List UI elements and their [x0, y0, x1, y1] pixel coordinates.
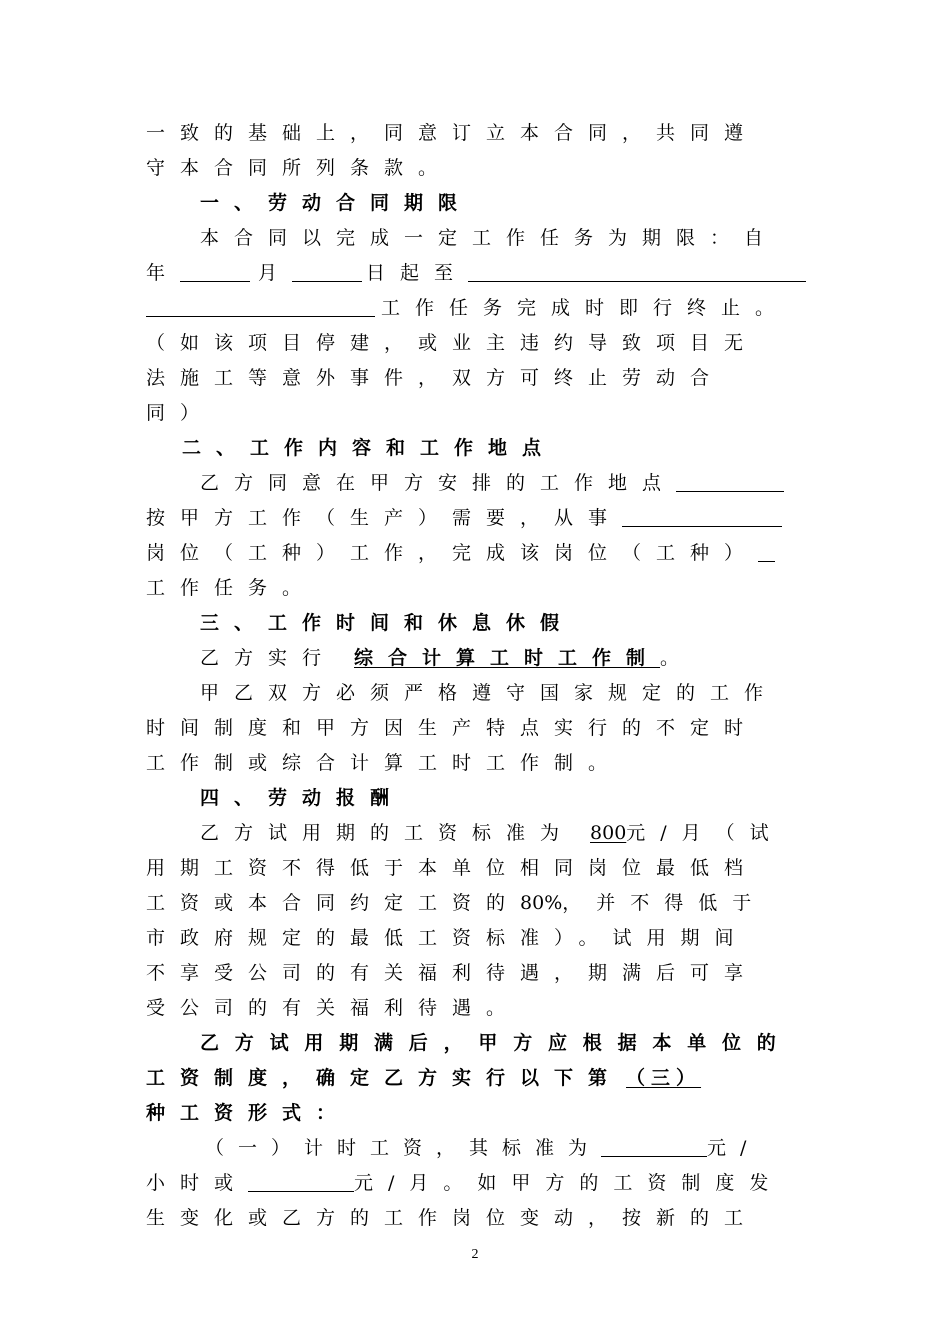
section-heading-3: 三、工作时间和休息休假: [200, 612, 575, 634]
monthly-label: 小时或: [146, 1172, 249, 1194]
section-heading-2: 二、工作内容和工作地点: [182, 437, 557, 459]
position-text: 岗位（工种）工作，完成该岗位（工种）: [146, 542, 759, 564]
text-line: [200, 821, 784, 845]
text-line: [146, 891, 766, 915]
wage-text: 工资或本合同约定工资的: [146, 892, 521, 914]
workplace-text: 乙方同意在甲方安排的工作地点: [200, 472, 677, 494]
text-line: [205, 1136, 760, 1160]
text-line: 同）: [146, 402, 215, 424]
job-text: 按甲方工作（生产）需要，从事: [146, 507, 623, 529]
text-line: [146, 506, 782, 530]
text-line: 用期工资不得低于本单位相同岗位最低档: [146, 857, 759, 879]
section-heading-1: 一、劳动合同期限: [200, 192, 473, 214]
text-line: 生变化或乙方的工作岗位变动，按新的工: [146, 1207, 759, 1229]
text-line: 时间制度和甲方因生产特点实行的不定时: [146, 717, 759, 739]
page-number: 2: [471, 1247, 479, 1262]
text-line: 一致的基础上，同意订立本合同，共同遵: [146, 122, 759, 144]
text-line: 甲乙双方必须严格遵守国家规定的工作: [200, 682, 779, 704]
text-line: [146, 1066, 746, 1090]
wage-text-2: ，并不得低于: [562, 892, 767, 914]
text-line: [146, 261, 806, 285]
start-label: 日起至: [366, 262, 469, 284]
task-end-text: 工作任务完成时即行终止。: [381, 297, 790, 319]
job-blank: [622, 507, 782, 527]
day-blank: [292, 262, 362, 282]
work-system-label: 乙方实行: [200, 647, 337, 669]
text-line: 市政府规定的最低工资标准）。试用期间: [146, 927, 749, 949]
text-line: [146, 296, 789, 320]
text-line: [146, 541, 775, 565]
work-system-value: 综合计算工时工作制: [354, 647, 661, 669]
probation-wage-value: 800: [590, 822, 627, 844]
text-line: 乙方试用期满后，甲方应根据本单位的: [200, 1032, 792, 1054]
position-blank: [758, 542, 775, 562]
monthly-wage-blank: [248, 1172, 354, 1192]
text-line: 法施工等意外事件，双方可终止劳动合: [146, 367, 725, 389]
end-date-blank-2: [146, 297, 375, 317]
text-line: 受公司的有关福利待遇。: [146, 997, 521, 1019]
probation-wage-label: 乙方试用期的工资标准为: [200, 822, 575, 844]
text-line: 本合同以完成一定工作任务为期限：自: [200, 227, 779, 249]
text-line: [200, 646, 694, 670]
monthly-wage-text: 元/月。如甲方的工资制度发: [354, 1172, 784, 1194]
wage-form-value: （三）: [626, 1067, 702, 1089]
text-line: [200, 471, 784, 495]
hourly-wage-unit: 元/: [707, 1137, 761, 1159]
text-line: 守本合同所列条款。: [146, 157, 453, 179]
text-line: 种工资形式：: [146, 1102, 351, 1124]
period: 。: [660, 647, 695, 669]
text-line: （如该项目停建，或业主违约导致项目无: [146, 332, 759, 354]
probation-wage-unit: 元/月（试: [626, 822, 784, 844]
month-blank: [180, 262, 250, 282]
percent-value: 80%: [520, 892, 563, 914]
workplace-blank: [676, 472, 784, 492]
end-date-blank: [468, 262, 806, 282]
year-label: 年: [146, 262, 181, 284]
text-line: 不享受公司的有关福利待遇，期满后可享: [146, 962, 759, 984]
text-line: [146, 1171, 783, 1195]
text-line: 工作任务。: [146, 577, 317, 599]
hourly-wage-blank: [601, 1137, 707, 1157]
wage-form-text: 工资制度，确定乙方实行以下第: [146, 1067, 623, 1089]
month-label: 月: [258, 262, 293, 284]
hourly-wage-label: （一）计时工资，其标准为: [205, 1137, 602, 1159]
section-heading-4: 四、劳动报酬: [200, 787, 405, 809]
text-line: 工作制或综合计算工时工作制。: [146, 752, 623, 774]
